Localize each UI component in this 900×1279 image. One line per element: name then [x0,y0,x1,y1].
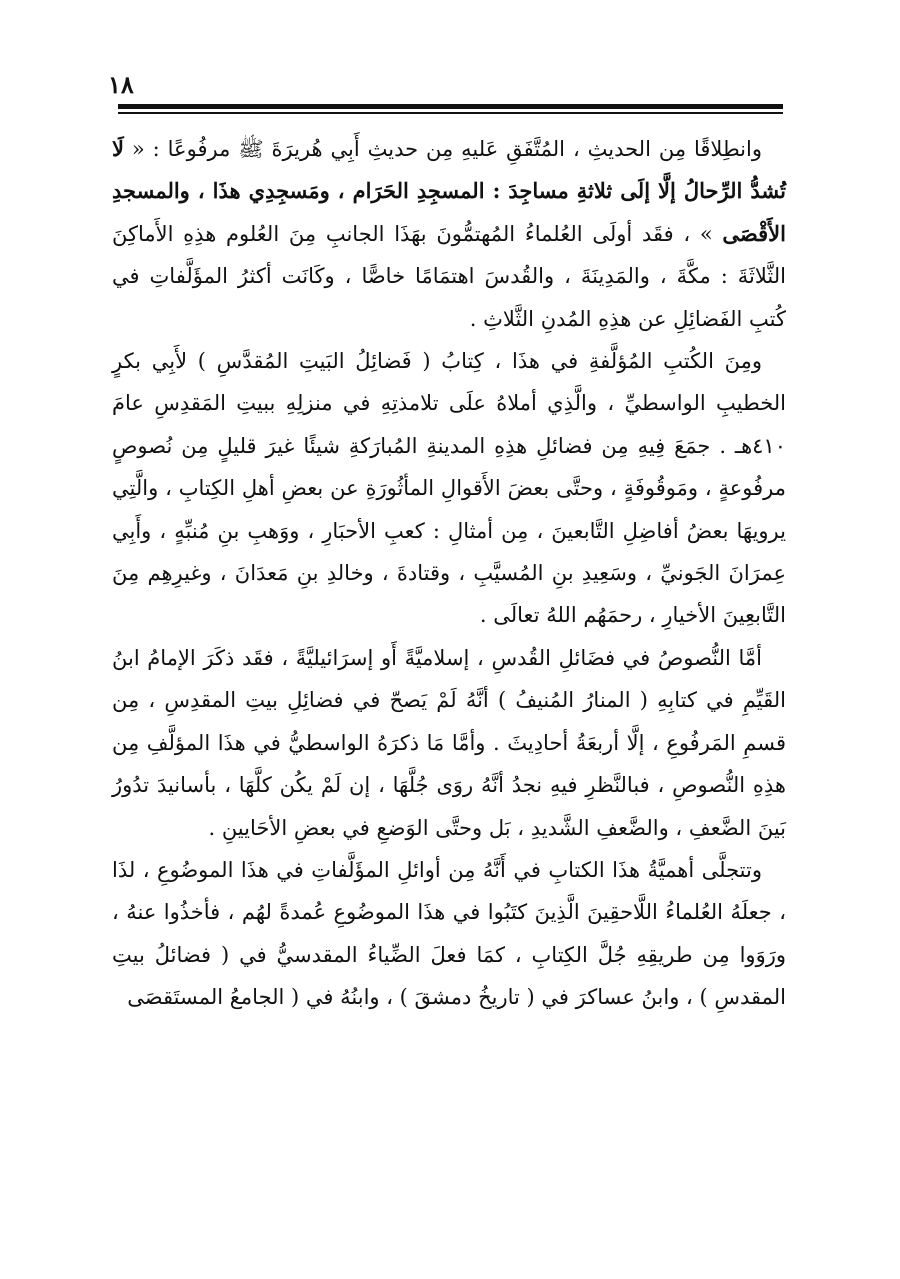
page-number: ١٨ [108,70,134,99]
paragraph-text-segment: وتتجلَّى أهميَّةُ هذَا الكتابِ في أَنَّهُ مِن أوائلِ المؤَلَّفاتِ في هذَا الموضُوعِ ، لذَا ، جعلَهُ العُلماءُ اللَّاحقِينَ الَّذِينَ كتَبُوا في هذَا الموضُوعِ عُمدةً لهُم ، فأخذُوا عنهُ ، ورَوَوا مِن طريقِهِ جُلَّ الكِتابِ ، كمَا فعلَ الضِّياءُ المقدسيُّ في ( فضائلُ بيتِ المقدسِ ) ، وابنُ عساكرَ في ( تاريخُ دمشقَ ) ، وابنُهُ في ( الجامعُ المستَقصَى [112,857,786,1010]
paragraph-intro-hadith [112,128,786,340]
body-text [112,128,786,1019]
paragraph-wasiti-book [112,340,786,637]
paragraph-book-importance [112,849,786,1019]
hadith-quote-bold: لَا تُشدُّ الرِّحالُ إلَّا إلَى ثلاثةِ مساجِدَ : المسجِدِ الحَرَام ، ومَسجِدِي هذَا ، والمسجدِ الأَقْصَى [112,136,786,246]
paragraph-text-segment: أمَّا النُّصوصُ في فضَائلِ القُدسِ ، إسلاميَّةً أَو إسرَائيليَّةً ، فقَد ذكَرَ الإمامُ ابنُ القَيِّمِ في كتابِهِ ( المنارُ المُنيفُ ) أنَّهُ لَمْ يَصحّ في فضائِلِ بيتِ المقدِسِ ، مِن قسمِ المَرفُوعِ ، إلَّا أربعَةُ أحادِيثَ . وأمَّا مَا ذكرَهُ الواسطيُّ في هذَا المؤلَّفِ مِن هذِهِ النُّصوصِ ، فبالنَّظرِ فيهِ نجدُ أنَّهُ روَى جُلَّهَا ، إن لَمْ يكُن كلَّهَا ، بأسانيدَ تدُورُ بَينَ الضَّعفِ ، والضَّعفِ الشَّديدِ ، بَل وحتَّى الوَضعِ في بعضِ الأحَايينِ . [112,645,786,840]
paragraph-text-segment: » ، فقَد أولَى العُلماءُ المُهتمُّونَ بهَذَا الجانبِ مِنَ العُلوم هذِهِ الأَماكِنَ الثَّلاثَةَ : مكَّةَ ، والمَدِينَةَ ، والقُدسَ اهتمَامًا خاصًّا ، وكَانَت أكثرُ المؤَلَّفاتِ في كُتبِ الفَضائِلِ عن هذِهِ المُدنِ الثَّلاثِ . [112,221,786,331]
paragraph-texts-authenticity [112,637,786,849]
paragraph-text-segment: وانطِلاقًا مِن الحديثِ ، المُتَّفَقِ عَليهِ مِن حديثِ أَبِي هُريرَةَ ﷺ مرفُوعًا : « [123,137,762,161]
paragraph-text-segment: ومِنَ الكُتبِ المُؤلَّفةِ في هذَا ، كِتابُ ( فَضائِلُ البَيتِ المُقدَّسِ ) لأَبِي بكرٍ الخطيبِ الواسطيِّ ، والَّذِي أملاهُ علَى تلامذتِهِ في منزلِهِ ببيتِ المَقدِسِ عامَ ٤١٠هـ . جمَعَ فِيهِ مِن فضائلِ هذِهِ المدينةِ المُبارَكةِ شيئًا غيرَ قليلٍ مِن نُصوصٍ مرفُوعةٍ ، ومَوقُوفَةٍ ، وحتَّى بعضَ الأَقوالِ المأثُورَةِ عن بعضِ أهلِ الكِتابِ ، والَّتِي يرويهَا بعضُ أفاضِلِ التَّابعينَ ، مِن أمثالِ : كعبِ الأحبَارِ ، ووَهبِ بنِ مُنبِّهٍ ، وأَبِي عِمرَانَ الجَونيِّ ، وسَعِيدِ بنِ المُسيَّبِ ، وقتادةَ ، وخالدِ بنِ مَعدَانَ ، وغيرِهِم مِنَ التَّابعِينَ الأخيارِ ، رحمَهُم اللهُ تعالَى . [112,349,786,628]
header-rule-thick [118,104,783,109]
header-rule-thin [118,112,783,114]
